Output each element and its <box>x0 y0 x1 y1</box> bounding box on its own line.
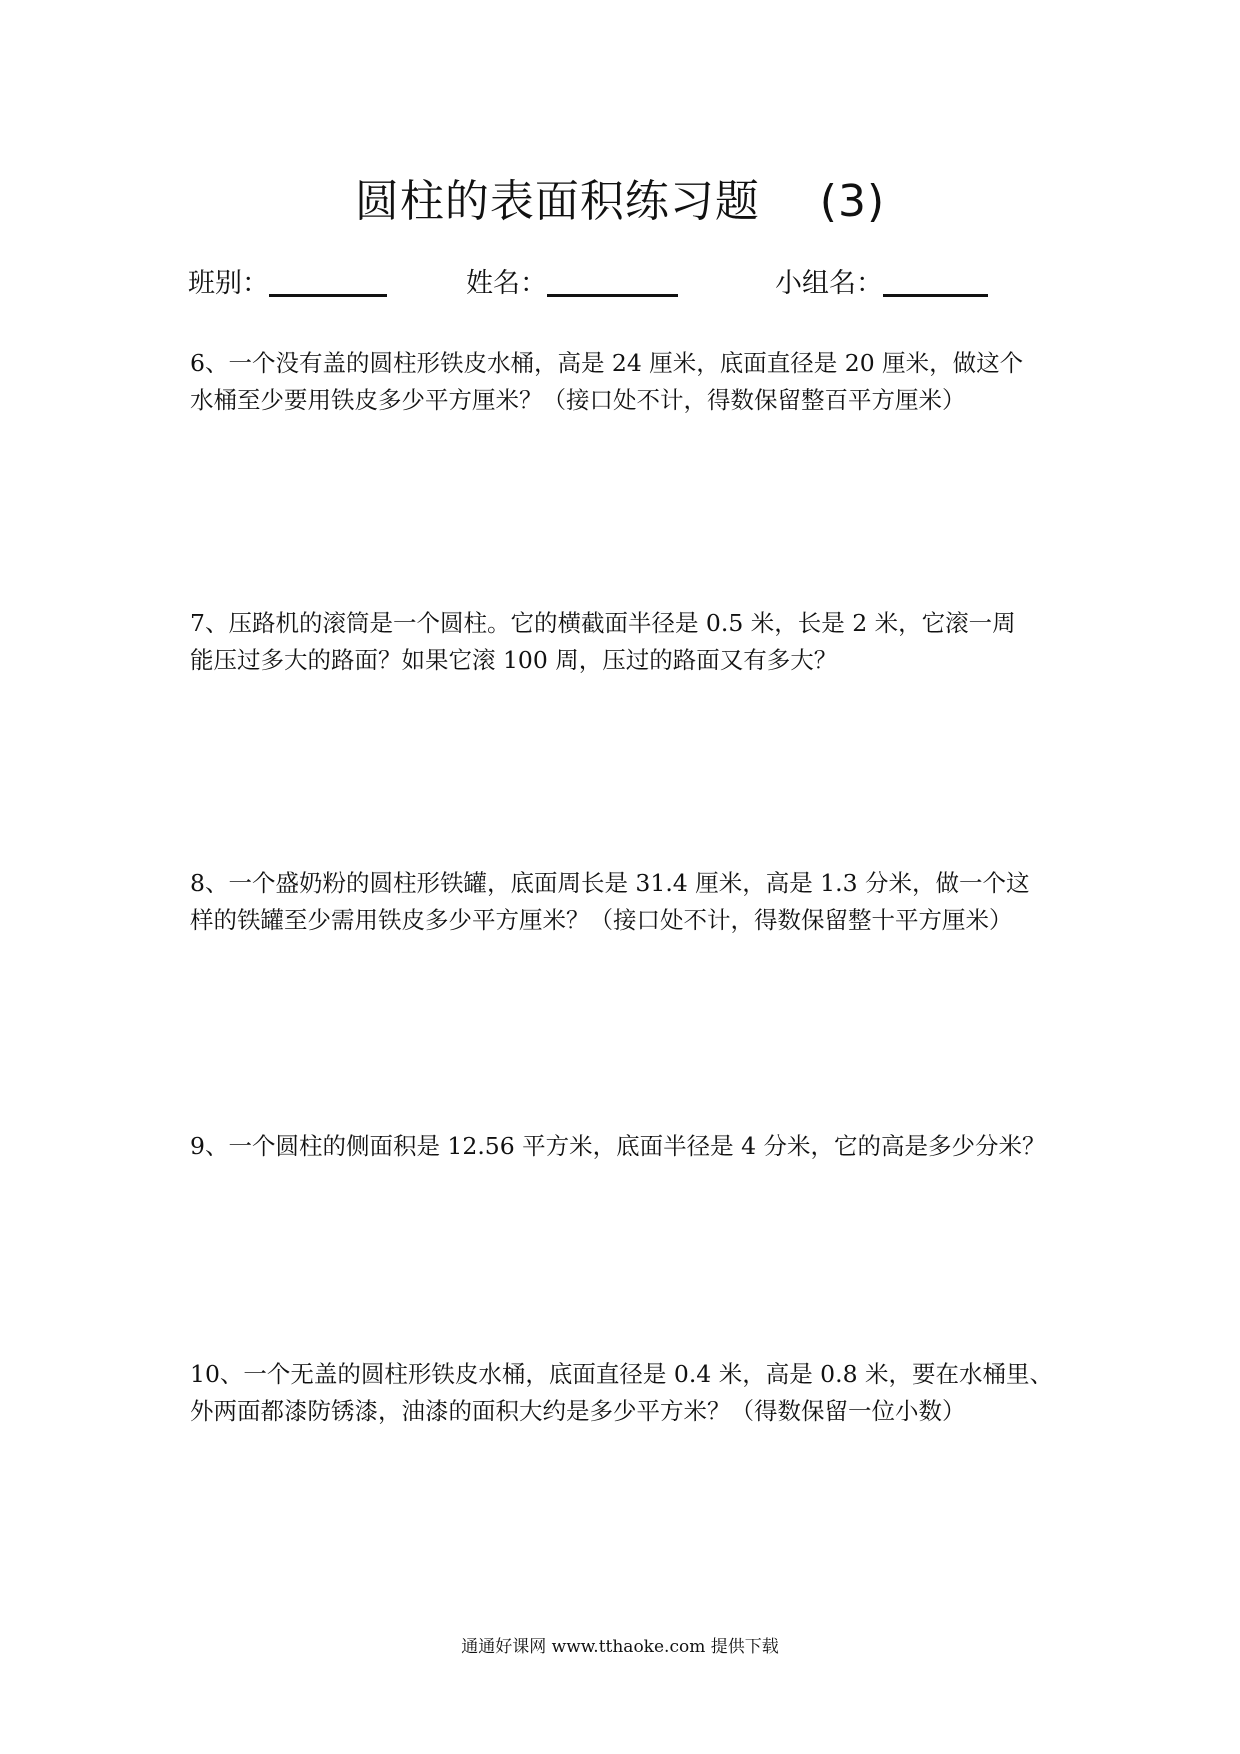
class-field <box>188 262 387 306</box>
question-line: 水桶至少要用铁皮多少平方厘米？（接口处不计，得数保留整百平方厘米） <box>190 386 966 414</box>
question-line: 8、一个盛奶粉的圆柱形铁罐，底面周长是 31.4 厘米，高是 1.3 分米，做一个这 <box>190 869 1030 897</box>
group-field <box>775 262 988 306</box>
question-7 <box>190 605 1060 679</box>
question-line: 能压过多大的路面？如果它滚 100 周，压过的路面又有多大？ <box>190 646 838 674</box>
question-10 <box>190 1356 1060 1430</box>
name-label: 姓名： <box>466 268 547 299</box>
student-info-row <box>0 262 1240 306</box>
question-8 <box>190 865 1060 939</box>
question-9 <box>190 1128 1060 1165</box>
question-line: 10、一个无盖的圆柱形铁皮水桶，底面直径是 0.4 米，高是 0.8 米，要在水桶里、 <box>190 1360 1054 1388</box>
page-title: 圆柱的表面积练习题 (3) <box>354 176 886 227</box>
name-blank-line[interactable] <box>547 294 678 297</box>
name-field <box>466 262 678 306</box>
footer-download-note: 通通好课网 www.tthaoke.com 提供下载 <box>461 1637 779 1657</box>
question-line: 样的铁罐至少需用铁皮多少平方厘米？（接口处不计，得数保留整十平方厘米） <box>190 906 1013 934</box>
question-line: 9、一个圆柱的侧面积是 12.56 平方米，底面半径是 4 分米，它的高是多少分米？ <box>190 1132 1046 1160</box>
group-label: 小组名： <box>775 268 883 299</box>
group-blank-line[interactable] <box>883 294 988 297</box>
class-label: 班别： <box>188 268 269 299</box>
question-line: 7、压路机的滚筒是一个圆柱。它的横截面半径是 0.5 米，长是 2 米，它滚一周 <box>190 609 1016 637</box>
question-6 <box>190 345 1060 419</box>
question-line: 6、一个没有盖的圆柱形铁皮水桶，高是 24 厘米，底面直径是 20 厘米，做这个 <box>190 349 1024 377</box>
question-line: 外两面都漆防锈漆，油漆的面积大约是多少平方米？（得数保留一位小数） <box>190 1397 966 1425</box>
class-blank-line[interactable] <box>269 294 387 297</box>
